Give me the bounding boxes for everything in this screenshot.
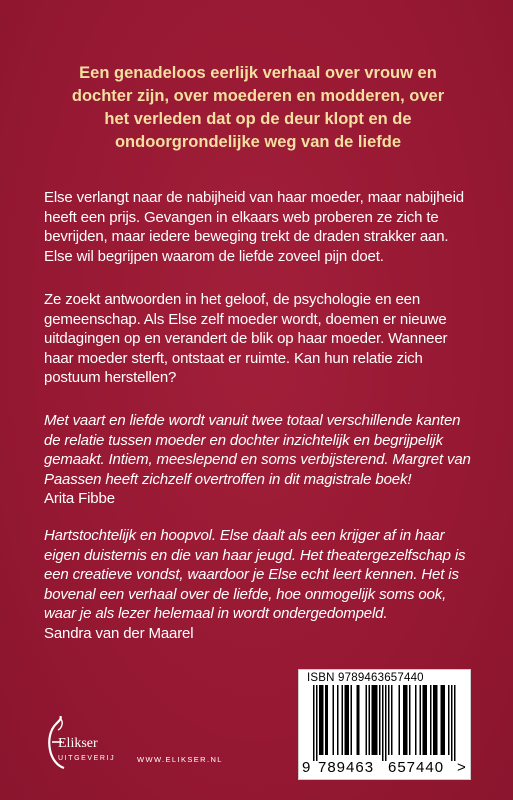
barcode-bar <box>375 685 377 755</box>
barcode-bar <box>321 685 323 755</box>
barcode-bar <box>369 685 371 755</box>
review-quote-author: Sandra van der Maarel <box>44 624 194 642</box>
barcode-bar <box>448 685 450 755</box>
barcode-bar <box>424 685 426 755</box>
barcode-bar <box>372 685 374 755</box>
blurb-paragraph-1: Else verlangt naar de nabijheid van haar moeder, maar nabijheid heeft een prijs. Gevangen in elkaars web proberen ze zich te bevrijden, maar iedere beweging trekt de draden strakker aan. Else wil begrijpen waarom de liefde zoveel pijn doet. <box>44 189 464 265</box>
publisher-name: Elikser <box>58 736 98 751</box>
barcode-bar <box>444 685 446 755</box>
barcode-right-group: 657440 <box>388 759 445 776</box>
barcode-bar <box>442 685 444 755</box>
barcode-bar <box>403 685 405 755</box>
barcode-bar <box>405 685 407 755</box>
review-quote-author: Arita Fibbe <box>44 490 115 507</box>
barcode-bar <box>430 685 432 755</box>
barcode-bar <box>415 685 417 755</box>
publisher-website: WWW.ELIKSER.NL <box>137 755 223 764</box>
barcode-bar <box>406 685 408 755</box>
barcode-bar <box>366 685 368 755</box>
barcode-bar <box>351 685 353 755</box>
review-quote-text: Met vaart en liefde wordt vanuit twee totaal verschillende kanten de relatie tussen moeder en dochter inzichtelijk en begrijpelijk gemaakt. Intiem, meeslepend en soms verbijsterend. Margret van Paassen heeft zichzelf overtroffen in dit magistrale boek! <box>44 412 471 488</box>
barcode-bar <box>435 685 437 755</box>
barcode-bar <box>342 685 344 755</box>
barcode-bar <box>337 685 339 755</box>
barcode-arrow: > <box>457 759 466 776</box>
barcode-left-group: 789463 <box>318 759 375 776</box>
barcode-bar <box>373 685 375 755</box>
barcode-bar <box>325 685 327 755</box>
barcode-bar <box>385 685 387 761</box>
isbn-label: ISBN 9789463657440 <box>307 672 424 684</box>
barcode-bar <box>319 685 321 755</box>
barcode-bar <box>346 685 348 755</box>
barcode-bar <box>382 685 384 761</box>
barcode-bar <box>345 685 347 755</box>
review-quote-1 <box>44 411 472 509</box>
barcode-bar <box>441 685 443 755</box>
barcode-bar <box>322 685 324 755</box>
barcode-bar <box>379 685 381 755</box>
barcode-bar <box>409 685 411 755</box>
barcode-bar <box>313 685 315 761</box>
barcode-bar <box>436 685 438 755</box>
barcode-bar <box>391 685 393 755</box>
publisher-subtitle: UITGEVERIJ <box>58 755 116 762</box>
barcode-bar <box>333 685 335 755</box>
barcode-bar <box>358 685 360 755</box>
review-quote-text: Hartstochtelijk en hoopvol. Else daalt als een krijger af in haar eigen duisternis en die van haar jeugd. Het theatergezelfschap is een creatieve vondst, waardoor je Else echt leert kennen. Het is bovenal een verhaal over de liefde, hoe onmogelijk soms ook, waar je als lezer helemaal in wordt ondergedompeld. <box>44 527 466 622</box>
barcode-bar <box>451 685 453 761</box>
blurb-paragraph-2: Ze zoekt antwoorden in het geloof, de psychologie en een gemeenschap. Als Else zelf moeder wordt, doemen er nieuwe uitdagingen op en verandert de blik op haar moeder. Wanneer haar moeder sterft, ontstaat er ruimte. Kan hun relatie zich postuum herstellen? <box>44 291 448 386</box>
barcode-bar <box>399 685 401 755</box>
isbn-barcode <box>298 669 471 780</box>
barcode-bars <box>299 685 470 761</box>
barcode-bar <box>423 685 425 755</box>
barcode-bar <box>420 685 422 755</box>
barcode-bar <box>316 685 318 761</box>
barcode-bar <box>376 685 378 755</box>
barcode-bar <box>388 685 390 755</box>
barcode-first-digit: 9 <box>302 759 311 776</box>
barcode-bar <box>426 685 428 755</box>
barcode-bar <box>348 685 350 755</box>
barcode-bar <box>327 685 329 755</box>
barcode-bar <box>357 685 359 755</box>
review-quote-2 <box>44 526 472 643</box>
barcode-bar <box>454 685 456 761</box>
tagline: Een genadeloos eerlijk verhaal over vrouw en dochter zijn, over moederen en modderen, over het verleden dat op de deur klopt en de ondoorgrondelijke weg van de liefde <box>71 64 445 151</box>
barcode-bar <box>433 685 435 755</box>
